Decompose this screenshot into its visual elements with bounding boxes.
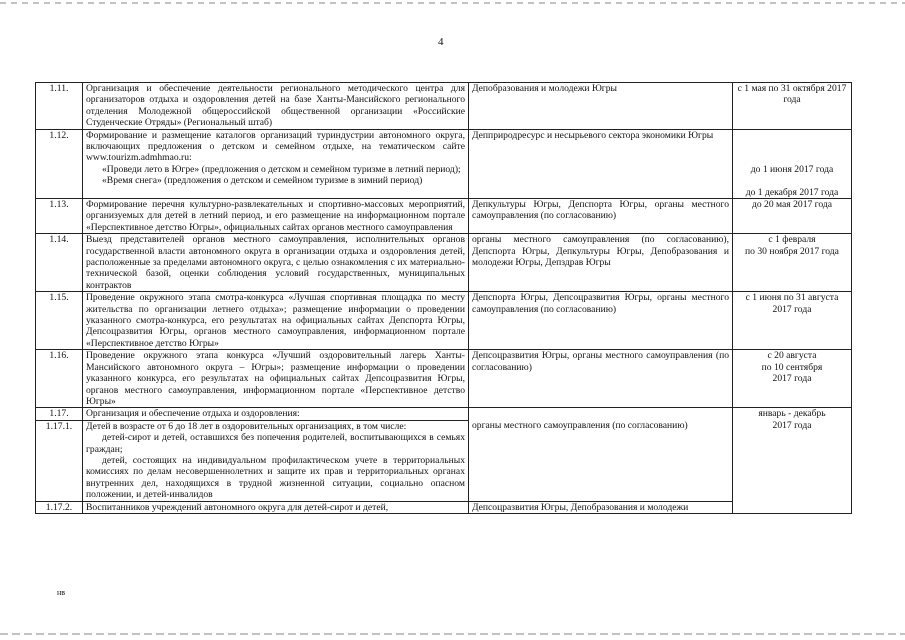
deadline-cell (733, 408, 852, 514)
row-number: 1.11. (36, 83, 83, 130)
plan-table (35, 82, 852, 514)
executor-text: Депсоцразвития Югры, Депобразования и молодежи (469, 501, 733, 513)
row-number: 1.13. (36, 199, 83, 234)
table-row (36, 292, 852, 350)
table-row (36, 420, 852, 501)
row-number: 1.17.1. (36, 420, 83, 501)
executor-text: Депсоцразвития Югры, органы местного самоуправления (по согласованию) (469, 350, 733, 408)
deadline-text: с 1 мая по 31 октября 2017 года (733, 83, 852, 130)
activity-text: Проведение окружного этапа конкурса «Лучший оздоровительный лагерь Ханты-Мансийского автономного округа – Югры»; размещение информации о проведении указанного конкурса, его результатах на официальных сайтах Депсоцразвития Югры, органов местного самоуправления, информационном портале «Перспективное детство Югры» (83, 350, 469, 408)
activity-text: Проведение окружного этапа смотра-конкурса «Лучшая спортивная площадка по месту жительства по организации летнего отдыха»; размещение информации о проведении указанного смотра-конкурса, его результатах на официальных сайтах Депспорта Югры, Депсоцразвития Югры, органов местного самоуправления, информационном портале «Перспективное детство Югры» (83, 292, 469, 350)
row-number: 1.14. (36, 234, 83, 292)
table-row (36, 501, 852, 513)
executor-text: Депспорта Югры, Депсоцразвития Югры, органы местного самоуправления (по согласованию) (469, 292, 733, 350)
row-number: 1.17. (36, 408, 83, 420)
executor-text: Депкультуры Югры, Депспорта Югры, органы местного самоуправления (по согласованию) (469, 199, 733, 234)
row-number: 1.15. (36, 292, 83, 350)
activity-text: Выезд представителей органов местного самоуправления, исполнительных органов государственной власти автономного округа в организации отдыха и оздоровления детей, расположенные за пределами автономного округа, с целью ознакомления с их материально-технической базой, оценки соблюдения условий государственных, муниципальных контрактов (83, 234, 469, 292)
deadline-cell (733, 350, 852, 408)
table-row (36, 129, 852, 198)
executor-text: Депобразования и молодежи Югры (469, 83, 733, 130)
activity-text: Детей в возрасте от 6 до 18 лет в оздоровительных организациях, в том числе: (86, 420, 407, 432)
deadline-cell (733, 129, 852, 198)
deadline-text: 2017 года (772, 419, 812, 431)
row-number: 1.12. (36, 129, 83, 198)
scan-bottom-edge (0, 633, 905, 635)
page-number: 4 (438, 36, 444, 48)
activity-cell (83, 129, 469, 198)
activity-cell (83, 420, 469, 501)
table-row (36, 234, 852, 292)
table-row (36, 350, 852, 408)
deadline-text: до 1 июня 2017 года (750, 163, 834, 175)
deadline-text: с 1 июня по 31 августа 2017 года (733, 292, 852, 350)
deadline-text: с 1 февраля (768, 234, 816, 246)
scan-top-edge (0, 2, 905, 4)
deadline-text: до 20 мая 2017 года (733, 199, 852, 234)
activity-subitem: детей, состоящих на индивидуальном профилактическом учете в территориальных комиссиях по делам несовершеннолетних и защите их прав и территориальных органах внутренних дел, находящихся в трудной жизненной ситуации, социально опасном положении, и детей-инвалидов (86, 454, 465, 501)
executor-text: органы местного самоуправления (по согласованию), Депспорта Югры, Депкультуры Югры, Депобразования и молодежи Югры, Депздрав Югры (469, 234, 733, 292)
deadline-text: с 20 августа (767, 350, 817, 362)
deadline-text: до 1 декабря 2017 года (745, 186, 839, 198)
deadline-text: по 10 сентября (761, 361, 823, 373)
activity-text: Организация и обеспечение отдыха и оздоровления: (83, 408, 469, 420)
deadline-text: по 30 ноября 2017 года (745, 245, 839, 257)
footer-mark: нв (57, 588, 66, 597)
deadline-text: январь - декабрь (758, 408, 826, 420)
table-row (36, 83, 852, 130)
activity-subitem: «Проведи лето в Югре» (предложения о детском и семейном туризме в летний период); (102, 163, 461, 175)
row-number: 1.17.2. (36, 501, 83, 513)
activity-subitem: детей-сирот и детей, оставшихся без попечения родителей, воспитывающихся в семьях граждан; (86, 432, 465, 455)
activity-text: Воспитанников учреждений автономного округа для детей-сирот и детей, (83, 501, 469, 513)
table-row (36, 199, 852, 234)
row-number: 1.16. (36, 350, 83, 408)
table-row (36, 408, 852, 420)
activity-text: Формирование и размещение каталогов организаций туриндустрии автономного округа, включающих предложения о детском и семейном отдыхе, на тематическом сайте www.tourizm.admhmao.ru: (86, 129, 465, 164)
deadline-cell (733, 234, 852, 292)
deadline-text: 2017 года (772, 373, 812, 385)
executor-text (469, 408, 733, 420)
activity-subitem: «Время снега» (предложения о детском и семейном туризме в зимний период) (102, 175, 423, 187)
executor-text: Депприродресурс и несырьевого сектора экономики Югры (469, 129, 733, 198)
activity-text: Организация и обеспечение деятельности регионального методического центра для организаторов отдыха и оздоровления детей на базе Ханты-Мансийского регионального отделения Молодежной общероссийской общественной организации «Российские Студенческие Отряды» (Региональный штаб) (83, 83, 469, 130)
activity-text: Формирование перечня культурно-развлекательных и спортивно-массовых мероприятий, организуемых для детей в летний период, и его размещение на информационном портале «Перспективное детство Югры», официальных сайтах органов местного самоуправления (83, 199, 469, 234)
executor-text: органы местного самоуправления (по согласованию) (469, 420, 733, 501)
